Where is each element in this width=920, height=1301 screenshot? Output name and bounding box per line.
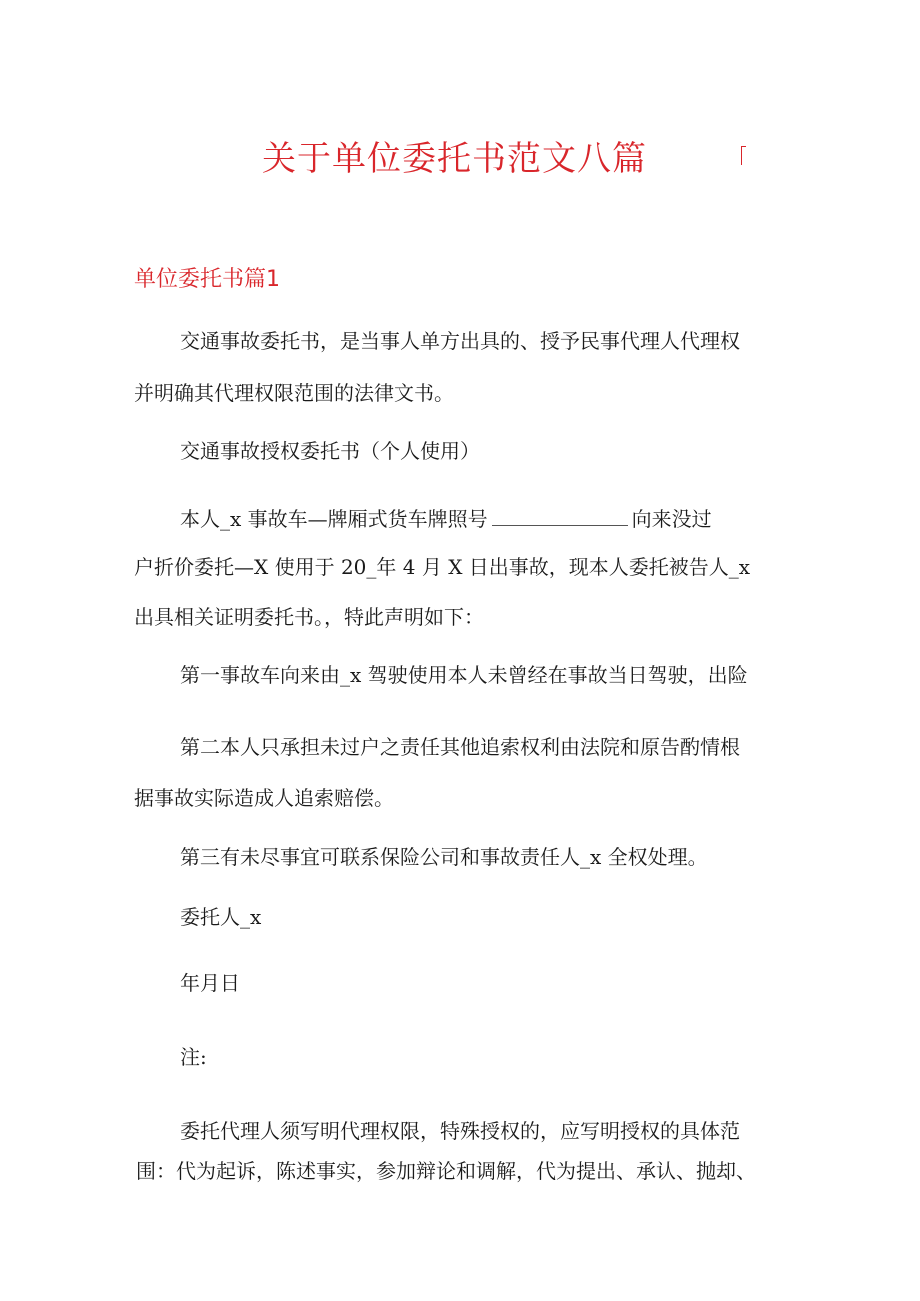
paragraph-3-line-1-post: 向来没过	[631, 507, 712, 531]
date-line: 年月日	[180, 971, 240, 995]
paragraph-5-line-2: 据事故实际造成人追索赔偿。	[134, 786, 394, 810]
license-plate-blank	[492, 507, 628, 526]
signature-principal: 委托人_x	[180, 905, 262, 929]
paragraph-1-line-2: 并明确其代理权限范围的法律文书。	[134, 381, 454, 405]
paragraph-6: 第三有未尽事宜可联系保险公司和事故责任人_x 全权处理。	[180, 845, 708, 869]
paragraph-3-line-3: 出具相关证明委托书。，特此声明如下：	[134, 605, 484, 629]
paragraph-10-line-1: 委托代理人须写明代理权限，特殊授权的，应写明授权的具体范	[180, 1119, 740, 1143]
paragraph-4: 第一事故车向来由_x 驾驶使用本人未曾经在事故当日驾驶，出险	[180, 663, 748, 687]
paragraph-10-line-2: 围：代为起诉，陈述事实，参加辩论和调解，代为提出、承认、抛却、	[136, 1159, 756, 1183]
corner-bracket-mark	[741, 146, 746, 165]
paragraph-3-line-1	[180, 505, 712, 533]
paragraph-3-line-2: 户折价委托—X 使用于 20_年 4 月 X 日出事故，现本人委托被告人_x	[134, 555, 751, 579]
paragraph-5-line-1: 第二本人只承担未过户之责任其他追索权利由法院和原告酌情根	[180, 735, 740, 759]
paragraph-1-line-1: 交通事故委托书，是当事人单方出具的、授予民事代理人代理权	[180, 329, 740, 353]
paragraph-2: 交通事故授权委托书（个人使用）	[180, 439, 480, 463]
note-label: 注:	[180, 1045, 207, 1069]
paragraph-3-line-1-pre: 本人_x 事故车—牌厢式货车牌照号	[180, 507, 488, 531]
section-heading: 单位委托书篇1	[134, 267, 280, 292]
page-title: 关于单位委托书范文八篇	[262, 139, 647, 179]
